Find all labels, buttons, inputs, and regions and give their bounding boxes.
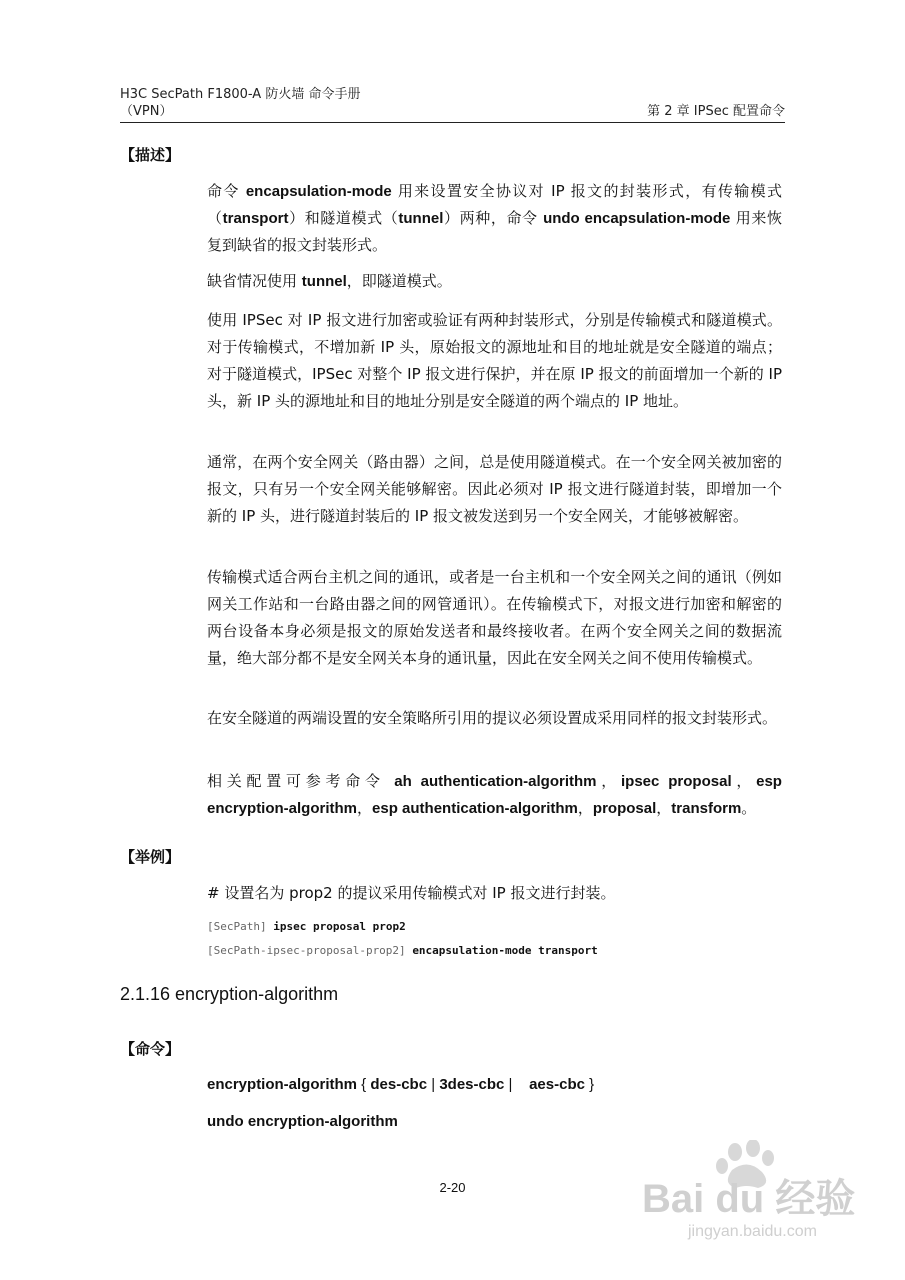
manual-title: H3C SecPath F1800-A 防火墙 命令手册 xyxy=(120,87,361,102)
watermark-brand: Bai du 经验 xyxy=(642,1177,856,1221)
description-paragraph-6: 在安全隧道的两端设置的安全策略所引用的提议必须设置成采用同样的报文封装形式。 xyxy=(207,709,778,727)
command-syntax: encryption-algorithm { des-cbc | 3des-cbc | aes-cbc } xyxy=(207,1076,595,1093)
description-paragraph-4: 通常，在两个安全网关（路由器）之间，总是使用隧道模式。在一个安全网关被加密的报文，只有另一个安全网关能够解密。因此必须对 IP 报文进行隧道封装，即增加一个新的 IP 头，进行隧道封装后的 IP 报文被发送到另一个安全网关，才能够被解密。 xyxy=(207,453,782,525)
manual-subtitle: （VPN） xyxy=(120,104,173,119)
description-paragraph-3: 使用 IPSec 对 IP 报文进行加密或验证有两种封装形式，分别是传输模式和隧道模式。对于传输模式，不增加新 IP 头，原始报文的源地址和目的地址就是安全隧道的端点；对于隧道模式，IPSec 对整个 IP 报文进行保护，并在原 IP 报文的前面增加一个新的 IP 头，新 IP 头的源地址和目的地址分别是安全隧道的两个端点的 IP 地址。 xyxy=(207,311,782,410)
description-paragraph-7: 相关配置可参考命令 ah authentication-algorithm，ipsec proposal，esp encryption-algorithm，esp authentication-algorithm，proposal，transform。 xyxy=(207,772,782,817)
page-number: 2-20 xyxy=(439,1180,466,1195)
section-heading: 2.1.16 encryption-algorithm xyxy=(120,984,339,1004)
example-comment: # 设置名为 prop2 的提议采用传输模式对 IP 报文进行封装。 xyxy=(207,884,616,902)
description-paragraph-5: 传输模式适合两台主机之间的通讯，或者是一台主机和一个安全网关之间的通讯（例如网关工作站和一台路由器之间的网管通讯）。在传输模式下，对报文进行加密和解密的两台设备本身必须是报文的原始发送者和最终接收者。在两个安全网关之间的数据流量，绝大部分都不是安全网关本身的通讯量，因此在安全网关之间不使用传输模式。 xyxy=(207,568,782,667)
baidu-watermark xyxy=(640,1140,880,1250)
description-paragraph-2: 缺省情况使用 tunnel，即隧道模式。 xyxy=(207,272,452,290)
code-line-1: [SecPath] ipsec proposal prop2 xyxy=(207,920,406,933)
header-divider xyxy=(120,122,785,123)
command-label: 【命令】 xyxy=(120,1040,181,1058)
description-paragraph-1: 命令 encapsulation-mode 用来设置安全协议对 IP 报文的封装形式，有传输模式（transport）和隧道模式（tunnel）两种，命令 undo encapsulation-mode 用来恢复到缺省的报文封装形式。 xyxy=(207,182,782,254)
undo-command-syntax: undo encryption-algorithm xyxy=(207,1113,398,1130)
watermark-url: jingyan.baidu.com xyxy=(688,1223,817,1240)
description-label: 【描述】 xyxy=(120,146,181,164)
baidu-paw-logo xyxy=(640,1140,880,1250)
example-label: 【举例】 xyxy=(120,848,181,866)
code-line-2: [SecPath-ipsec-proposal-prop2] encapsulation-mode transport xyxy=(207,944,598,957)
page-header xyxy=(120,86,785,120)
chapter-title: 第 2 章 IPSec 配置命令 xyxy=(647,104,785,119)
